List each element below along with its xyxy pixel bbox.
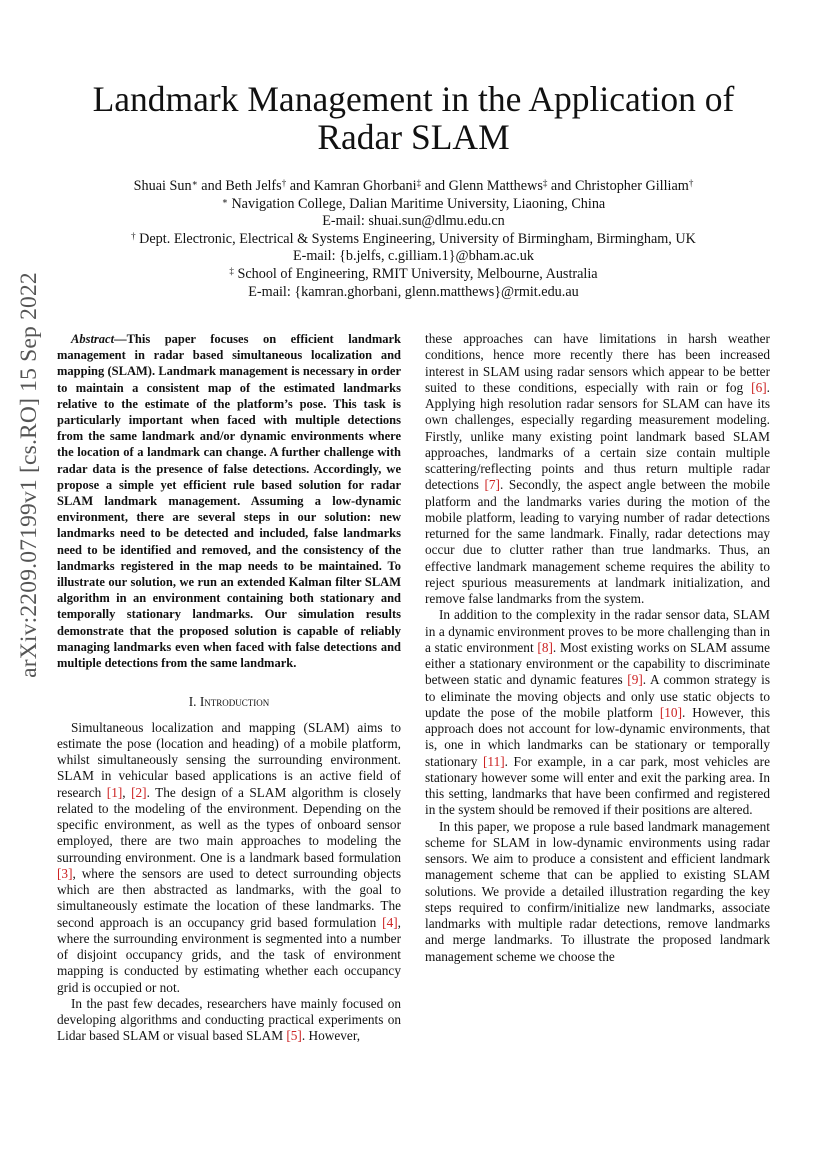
citation-link[interactable]: [9] (627, 672, 643, 688)
citation-link[interactable]: [8] (537, 639, 553, 655)
left-column (57, 331, 401, 1045)
author-name: and Beth Jelfs (197, 178, 282, 194)
paragraph-continued: these approaches can have limitations in harsh weather conditions, hence more recently there has been increased interest in SLAM using radar sensors which appear to be better suited to these conditions, especially with rain or fog [6]. Applying high resolution radar sensors for SLAM can have its own challenges, especially regarding measurement modeling. Firstly, unlike many existing point landmark based SLAM approaches, landmarks of a certain size contain multiple scattering/reflecting points and thus return multiple radar detections [7]. Secondly, the aspect angle between the mobile platform and the landmarks varies during the motion of the mobile platform, leading to varying number of radar detections returned for the same landmark. Finally, radar detections may occur due to clutter rather than true landmarks. Thus, an effective landmark management scheme requires the ability to reject spurious measurements at landmark initialization, and remove false landmarks from the system. (425, 331, 770, 606)
abstract-text: —This paper focuses on efficient landmark management in radar based simultaneous localization and mapping (SLAM). Landmark management is necessary in order to maintain a consistent map of the estimated landmarks relative to the estimate of the platform’s pose. This task is particularly important when faced with multiple detections from the same landmark and/or dynamic environments where the location of a landmark can change. A further challenge with radar data is the presence of false detections. Accordingly, we propose a simple yet efficient rule based solution for radar SLAM landmark management. Assuming a low-dynamic environment, there are several steps in our solution: new landmarks need to be detected and included, false landmarks need to be identified and removed, and the consistency of the landmarks registered in the map needs to be maintained. To illustrate our solution, we run an extended Kalman filter SLAM algorithm in an environment containing both stationary and temporally stationary landmarks. Our simulation results demonstrate that the proposed solution is capable of reliably managing landmarks even when faced with false detections and multiple detections from the same landmark. (57, 332, 401, 671)
arxiv-identifier: arXiv:2209.07199v1 [cs.RO] 15 Sep 2022 (16, 272, 42, 678)
affiliation: ∗ Navigation College, Dalian Maritime University, Liaoning, China (221, 195, 606, 212)
paper-title: Landmark Management in the Application of Radar SLAM (92, 79, 735, 157)
affiliation-email: E-mail: shuai.sun@dlmu.edu.cn (322, 213, 505, 230)
author-name: Shuai Sun (133, 178, 192, 194)
paragraph: Simultaneous localization and mapping (SLAM) aims to estimate the pose (location and heading) of a mobile platform, whilst simultaneously sensing the surrounding environment. SLAM in vehicular based applications is an active field of research [1], [2]. The design of a SLAM algorithm is closely related to the modeling of the environment. Depending on the specific environment, as well as the types of onboard sensor employed, there are two main approaches to modeling the surrounding environment. One is a landmark based formulation [3], where the sensors are used to detect surrounding objects which are then abstracted as landmarks, with the goal to simultaneously estimate the location of these landmarks. The second approach is an occupancy grid based formulation [4], where the surrounding environment is segmented into a number of disjoint occupancy grids, and the task of environment mapping is conducted by estimating whether each occupancy grid is occupied or not. (57, 719, 401, 995)
affiliation-email: E-mail: {b.jelfs, c.gilliam.1}@bham.ac.uk (292, 248, 534, 265)
paragraph: In addition to the complexity in the radar sensor data, SLAM in a dynamic environment proves to be more challenging than in a static environment [8]. Most existing works on SLAM assume either a stationary environment or the capability to discriminate between static and dynamic features [9]. A common strategy is to eliminate the moving objects and only use static objects to update the pose of the mobile platform [10]. However, this approach does not account for low-dynamic environments, that is, one in which landmarks can be stationary or temporally stationary [11]. For example, in a car park, most vehicles are stationary however some will enter and exit the parking area. In this setting, landmarks that have been confirmed and registered in the system should be removed if their positions are altered. (425, 607, 771, 818)
author-name: and Kamran Ghorbani (286, 178, 417, 194)
author-line: Shuai Sun∗ and Beth Jelfs† and Kamran Ghorbani‡ and Glenn Matthews‡ and Christopher Gilliam† (133, 178, 694, 194)
affiliation-email: E-mail: {kamran.ghorbani, glenn.matthews}@rmit.edu.au (248, 283, 579, 300)
citation-link[interactable]: [3] (57, 865, 73, 881)
citation-link[interactable]: [5] (286, 1028, 302, 1044)
citation-link[interactable]: [10] (659, 704, 682, 720)
citation-link[interactable]: [4] (382, 914, 398, 930)
citation-link[interactable]: [11] (483, 753, 505, 769)
paragraph: In the past few decades, researchers have mainly focused on developing algorithms and conducting practical experiments on Lidar based SLAM or visual based SLAM [5]. However, (57, 995, 401, 1044)
affiliation: ‡ School of Engineering, RMIT University, Melbourne, Australia (229, 265, 598, 282)
abstract (57, 331, 401, 671)
citation-link[interactable]: [6] (751, 379, 767, 395)
citation-link[interactable]: [2] (131, 784, 147, 800)
citation-link[interactable]: [7] (484, 477, 500, 493)
author-block (55, 178, 772, 301)
paragraph: In this paper, we propose a rule based landmark management scheme for SLAM in low-dynamic environments using radar sensors. We aim to produce a consistent and efficient landmark management scheme that can be applied to existing SLAM solutions. We provide a detailed illustration regarding the key steps required to confirm/initialize new landmarks, associate landmarks with multiple radar detections, remove landmarks and merge landmarks. To illustrate the proposed landmark management scheme we choose the (425, 818, 770, 964)
abstract-label: Abstract (71, 332, 115, 346)
section-heading: I. Introduction (188, 694, 270, 710)
author-name: and Christopher Gilliam (547, 178, 689, 194)
citation-link[interactable]: [1] (106, 784, 123, 800)
right-column (425, 331, 770, 965)
affiliation: † Dept. Electronic, Electrical & Systems Engineering, University of Birmingham, Birmingham, UK (131, 230, 696, 247)
author-name: and Glenn Matthews (421, 178, 543, 194)
